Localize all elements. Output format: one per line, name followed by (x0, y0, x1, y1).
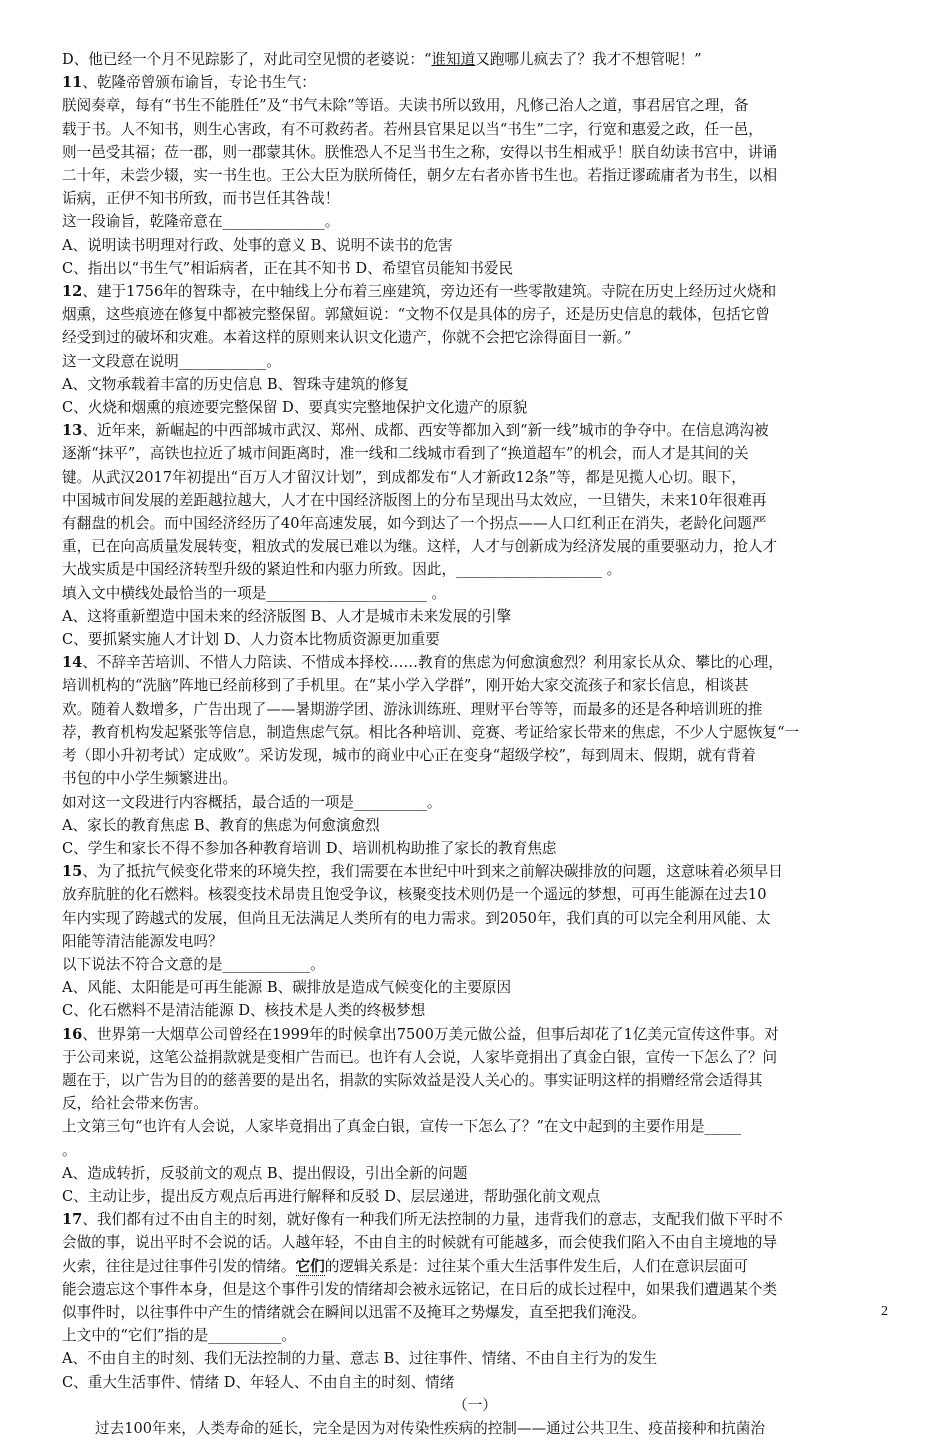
text-line: 培训机构的“洗脑”阵地已经前移到了手机里。在“某小学入学群”，刚开始大家交流孩子和家长信息，相谈甚 (62, 677, 749, 695)
question-13: 13、近年来，新崛起的中西部城市武汉、郑州、成都、西安等都加入到“新一线”城市的争夺中。在信息鸿沟被 (62, 422, 769, 440)
option-line: A、不由自主的时刻、我们无法控制的力量、意志 B、过往事件、情绪、不由自主行为的发生 (62, 1350, 658, 1368)
text-line: 烟熏，这些痕迹在修复中都被完整保留。郭黛姮说：“文物不仅是具体的房子，还是历史信息的载体，包括它曾 (62, 306, 770, 324)
text-line: 似事件时，以往事件中产生的情绪就会在瞬间以迅雷不及掩耳之势爆发，直至把我们淹没。 (62, 1303, 646, 1321)
question-number: 11 (62, 74, 83, 92)
text-line: 欢。随着人数增多，广告出现了——暑期游学团、游泳训练班、理财平台等等，而最多的还是各种培训班的推 (62, 700, 763, 718)
question-number: 14 (62, 654, 83, 672)
text-line: 阳能等清洁能源发电吗？ (62, 932, 223, 950)
question-prompt: 上文中的“它们”指的是__________。 (62, 1327, 296, 1345)
text-line: 逐渐“抹平”，高铁也拉近了城市间距离时，准一线和二线城市看到了“换道超车”的机会，而人才是其间的关 (62, 445, 749, 463)
option-line: C、火烧和烟熏的痕迹要完整保留 D、要真实完整地保护文化遗产的原貌 (62, 399, 528, 417)
option-line: C、要抓紧实施人才计划 D、人力资本比物质资源更加重要 (62, 631, 440, 649)
text-line: 有翻盘的机会。而中国经济经历了40年高速发展，如今到达了一个拐点——人口红利正在消失，老龄化问题严 (62, 515, 767, 533)
option-line: A、风能、太阳能是可再生能源 B、碳排放是造成气候变化的主要原因 (62, 979, 512, 997)
question-number: 13 (62, 422, 83, 440)
text-line: 经受到过的破坏和灾难。本着这样的原则来认识文化遗产，你就不会把它涂得面目一新。” (62, 329, 632, 347)
text-line: 。 (62, 1141, 77, 1159)
option-line: C、指出以“书生气”相诟病者，正在其不知书 D、希望官员能知书爱民 (62, 259, 514, 277)
text-line: 则一邑受其福；莅一郡，则一郡蒙其休。朕惟恐人不足当书生之称，安得以书生相戒乎！朕自幼读书宫中，讲诵 (62, 143, 778, 161)
text-line: 会做的事，说出平时不会说的话。人越年轻，不由自主的时候就有可能越多，而会使我们陷入不由自主境地的导 (62, 1234, 778, 1252)
text-line: 反，给社会带来伤害。 (62, 1095, 208, 1113)
question-prompt: 这一段谕旨，乾隆帝意在______________。 (62, 213, 340, 231)
question-12: 12、建于1756年的智珠寺，在中轴线上分布着三座建筑，旁边还有一些零散建筑。寺院在历史上经历过火烧和 (62, 283, 777, 301)
question-number: 12 (62, 283, 83, 301)
page-number: 2 (881, 1304, 888, 1319)
question-11: 11、乾隆帝曾颁布谕旨，专论书生气： (62, 74, 316, 92)
question-number: 16 (62, 1025, 83, 1043)
text-line: 载于书。人不知书，则生心害政，有不可救药者。若州县官果足以当“书生”二字，行宽和惠爱之政，任一邑， (62, 120, 763, 138)
option-line: C、化石燃料不是清洁能源 D、核技术是人类的终极梦想 (62, 1002, 426, 1020)
question-number: 15 (62, 863, 83, 881)
option-line: A、造成转折，反驳前文的观点 B、提出假设，引出全新的问题 (62, 1164, 468, 1182)
text-line: D、他已经一个月不见踪影了，对此司空见惯的老婆说：“谁知道又跑哪儿疯去了？我才不想管呢！” (62, 51, 702, 68)
question-number: 17 (62, 1211, 83, 1229)
question-14: 14、不辞辛苦培训、不惜人力陪读、不惜成本择校……教育的焦虑为何愈演愈烈？利用家长从众、攀比的心理， (62, 654, 783, 672)
text-line: 放弃肮脏的化石燃料。核裂变技术昂贵且饱受争议，核聚变技术则仍是一个遥远的梦想，可再生能源在过去10 (62, 886, 767, 904)
question-prompt: 上文第三句“也许有人会说，人家毕竟捐出了真金白银，宣传一下怎么了？”在文中起到的主要作用是_____ (62, 1118, 741, 1136)
underlined-phrase: 谁知道 (431, 51, 476, 68)
question-16: 16、世界第一大烟草公司曾经在1999年的时候拿出7500万美元做公益，但事后却花了1亿美元宣传这件事。对 (62, 1025, 779, 1043)
text-line: 于公司来说，这笔公益捐款就是变相广告而已。也许有人会说，人家毕竟捐出了真金白银，宣传一下怎么了？问 (62, 1048, 778, 1066)
text-line: 题在于，以广告为目的的慈善要的是出名，捐款的实际效益是没人关心的。事实证明这样的捐赠经常会适得其 (62, 1071, 763, 1089)
text-line: 荐，教育机构发起紧张等信息，制造焦虑气氛。相比各种培训、竞赛、考证给家长带来的焦虑，不少人宁愿恢复“一 (62, 723, 800, 741)
text-line: 大战实质是中国经济转型升级的紧迫性和内驱力所致。因此，____________________ 。 (62, 561, 622, 579)
option-line: C、学生和家长不得不参加各种教育培训 D、培训机构助推了家长的教育焦虑 (62, 839, 557, 857)
text-line: 重，已在向高质量发展转变，粗放式的发展已难以为继。这样，人才与创新成为经济发展的重要驱动力，抢人才 (62, 538, 778, 556)
question-prompt: 填入文中横线处最恰当的一项是______________________ 。 (62, 584, 447, 602)
question-prompt: 以下说法不符合文意的是____________。 (62, 955, 325, 973)
option-line: A、家长的教育焦虑 B、教育的焦虑为何愈演愈烈 (62, 816, 380, 834)
text-line: 中国城市间发展的差距越拉越大，人才在中国经济版图上的分布呈现出马太效应，一旦错失，未来10年很难再 (62, 491, 767, 509)
text-line: 诟病，正伊不知书所致，而书岂任其咎哉！ (62, 190, 340, 208)
option-line: C、重大生活事件、情绪 D、年轻人、不由自主的时刻、情绪 (62, 1373, 455, 1391)
document-page (62, 48, 888, 1440)
text-line: 键。从武汉2017年初提出“百万人才留汉计划”，到成都发布“人才新政12条”等，都是见揽人心切。眼下， (62, 468, 746, 486)
text-line: 朕阅奏章，每有“书生不能胜任”及“书气未除”等语。夫读书所以致用，凡修己治人之道，事君居官之理，备 (62, 97, 749, 115)
text-line: 火索，往往是过往事件引发的情绪。它们的逻辑关系是：过往某个重大生活事件发生后，人们在意识层面可 (62, 1257, 748, 1275)
option-line: A、文物承载着丰富的历史信息 B、智珠寺建筑的修复 (62, 375, 409, 393)
text-line: 过去100年来，人类寿命的延长，完全是因为对传染性疾病的控制——通过公共卫生、疫苗接种和抗菌治 (95, 1419, 765, 1437)
text-line: 考（即小升初考试）定成败”。采访发现，城市的商业中心正在变身“超级学校”，每到周末、假期，就有背着 (62, 747, 756, 765)
text-line: 能会遗忘这个事件本身，但是这个事件引发的情绪却会被永远铭记，在日后的成长过程中，如果我们遭遇某个类 (62, 1280, 778, 1298)
text-line: 年内实现了跨越式的发展，但尚且无法满足人类所有的电力需求。到2050年，我们真的可以完全利用风能、太 (62, 909, 771, 927)
text-line: 书包的中小学生频繁进出。 (62, 770, 238, 788)
option-line: A、说明读书明理对行政、处事的意义 B、说明不读书的危害 (62, 236, 453, 254)
question-prompt: 这一文段意在说明____________。 (62, 352, 281, 370)
question-17: 17、我们都有过不由自主的时刻，就好像有一种我们所无法控制的力量，违背我们的意志，支配我们做下平时不 (62, 1211, 783, 1229)
question-prompt: 如对这一文段进行内容概括，最合适的一项是__________。 (62, 793, 442, 811)
option-line: A、这将重新塑造中国未来的经济版图 B、人才是城市未来发展的引擎 (62, 607, 512, 625)
section-heading: （一） (453, 1396, 497, 1414)
question-15: 15、为了抵抗气候变化带来的环境失控，我们需要在本世纪中叶到来之前解决碳排放的问题，这意味着必须早日 (62, 863, 783, 881)
emphasized-word: 它们 (295, 1257, 325, 1275)
text-line: 二十年，未尝少辍，实一书生也。王公大臣为朕所倚任，朝夕左右者亦皆书生也。若指迂谬疏庸者为书生，以相 (62, 167, 778, 185)
option-line: C、主动让步，提出反方观点后再进行解释和反驳 D、层层递进，帮助强化前文观点 (62, 1187, 601, 1205)
